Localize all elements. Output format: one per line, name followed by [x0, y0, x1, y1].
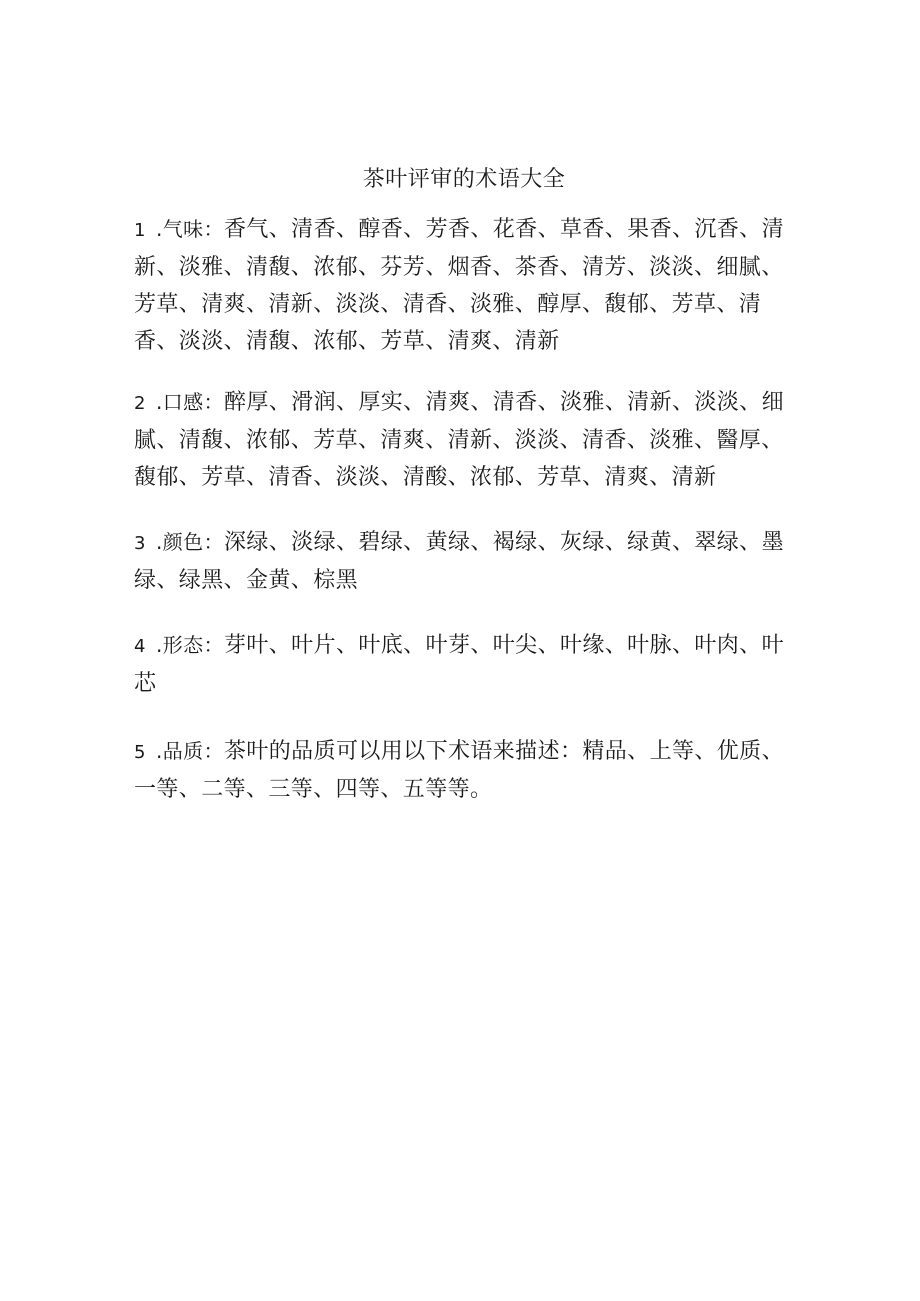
section-number: 4	[134, 636, 146, 657]
section-label: .品质：	[156, 739, 224, 763]
section-label: .颜色：	[156, 530, 224, 554]
section-aroma	[134, 211, 789, 360]
section-text: 芽叶、叶片、叶底、叶芽、叶尖、叶缘、叶脉、叶肉、叶芯	[134, 633, 784, 696]
section-text: 茶叶的品质可以用以下术语来描述：精品、上等、优质、一等、二等、三等、四等、五等等。	[134, 739, 784, 802]
section-number: 5	[134, 742, 146, 763]
section-color	[134, 524, 789, 599]
section-number: 3	[134, 533, 146, 554]
section-text: 醉厚、滑润、厚实、清爽、清香、淡雅、清新、淡淡、细腻、清馥、浓郁、芳草、清爽、清新、淡淡、清香、淡雅、醫厚、馥郁、芳草、清香、淡淡、清酸、浓郁、芳草、清爽、清新	[134, 390, 784, 490]
section-taste	[134, 384, 789, 496]
section-label: .口感：	[156, 390, 224, 414]
section-label: .形态：	[156, 633, 224, 657]
document-title: 茶叶评审的术语大全	[362, 167, 566, 192]
section-text: 深绿、淡绿、碧绿、黄绿、褐绿、灰绿、绿黄、翠绿、墨绿、绿黑、金黄、棕黑	[134, 530, 784, 593]
section-number: 2	[134, 393, 146, 414]
section-label: .气味：	[156, 217, 224, 241]
section-quality	[134, 733, 789, 808]
section-number: 1	[134, 220, 146, 241]
section-text: 香气、清香、醇香、芳香、花香、草香、果香、沉香、清新、淡雅、清馥、浓郁、芬芳、烟香、茶香、清芳、淡淡、细腻、芳草、清爽、清新、淡淡、清香、淡雅、醇厚、馥郁、芳草、清香、淡淡、清馥、浓郁、芳草、清爽、清新	[134, 217, 784, 354]
section-form	[134, 627, 789, 702]
